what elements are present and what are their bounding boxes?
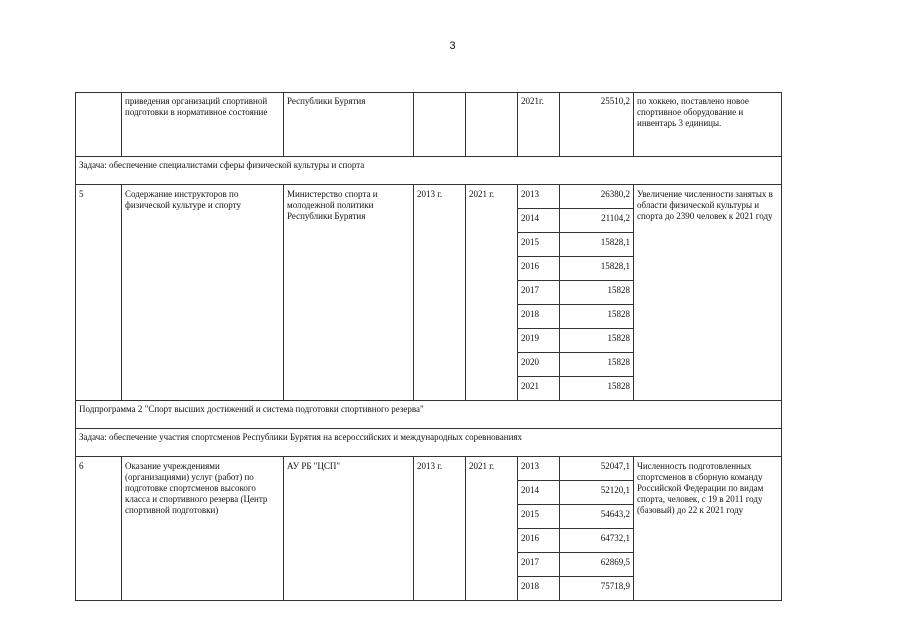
- cell-amount: 26380,2: [560, 185, 634, 209]
- cell-amount: 15828: [560, 329, 634, 353]
- cell-executor: АУ РБ "ЦСП": [284, 457, 414, 601]
- table-row: [76, 457, 782, 481]
- cell-amount: 15828: [560, 281, 634, 305]
- cell-amount: 15828,1: [560, 233, 634, 257]
- task-row: [76, 157, 782, 185]
- cell-end: 2021 г.: [466, 457, 518, 601]
- cell-amount: 15828: [560, 377, 634, 401]
- cell-name: Оказание учреждениями (организациями) услуг (работ) по подготовке спортсменов высокого класса и спортивного резерва (Центр спортивной подготовки): [122, 457, 284, 601]
- cell-amount: 64732,1: [560, 529, 634, 553]
- cell-start: 2013 г.: [414, 457, 466, 601]
- cell-year: 2014: [518, 209, 560, 233]
- cell-executor: Республики Бурятия: [284, 93, 414, 157]
- cell-amount: 52120,1: [560, 481, 634, 505]
- cell-year: 2020: [518, 353, 560, 377]
- cell-year: 2016: [518, 529, 560, 553]
- cell-year: 2015: [518, 233, 560, 257]
- cell-amount: 54643,2: [560, 505, 634, 529]
- cell-amount: 52047,1: [560, 457, 634, 481]
- subprogram-title: Подпрограмма 2 "Спорт высших достижений и система подготовки спортивного резерва": [76, 401, 782, 429]
- cell-year: 2021г.: [518, 93, 560, 157]
- cell-year: 2018: [518, 577, 560, 601]
- cell-amount: 21104,2: [560, 209, 634, 233]
- task-row: [76, 429, 782, 457]
- cell-start: 2013 г.: [414, 185, 466, 401]
- task-title: Задача: обеспечение участия спортсменов Республики Бурятия на всероссийских и международных соревнованиях: [76, 429, 782, 457]
- cell-amount: 15828: [560, 353, 634, 377]
- page-number: 3: [449, 40, 456, 52]
- cell-year: 2018: [518, 305, 560, 329]
- table-row: [76, 185, 782, 209]
- cell-year: 2014: [518, 481, 560, 505]
- cell-amount: 62869,5: [560, 553, 634, 577]
- cell-result: Увеличение численности занятых в области физической культуры и спорта до 2390 человек к 2021 году: [634, 185, 782, 401]
- cell-end: 2021 г.: [466, 185, 518, 401]
- cell-end: [466, 93, 518, 157]
- cell-name: Содержание инструкторов по физической культуре и спорту: [122, 185, 284, 401]
- cell-year: 2016: [518, 257, 560, 281]
- program-table: [75, 92, 782, 601]
- table-row: [76, 93, 782, 157]
- cell-result: Численность подготовленных спортсменов в сборную команду Российской Федерации по видам спорта, человек, с 19 в 2011 году (базовый) до 22 к 2021 году: [634, 457, 782, 601]
- cell-year: 2015: [518, 505, 560, 529]
- cell-year: 2021: [518, 377, 560, 401]
- cell-name: приведения организаций спортивной подготовки в нормативное состояние: [122, 93, 284, 157]
- cell-executor: Министерство спорта и молодежной политики Республики Бурятия: [284, 185, 414, 401]
- cell-year: 2013: [518, 185, 560, 209]
- cell-result: по хоккею, поставлено новое спортивное оборудование и инвентарь 3 единицы.: [634, 93, 782, 157]
- cell-amount: 75718,9: [560, 577, 634, 601]
- cell-year: 2017: [518, 281, 560, 305]
- cell-year: 2019: [518, 329, 560, 353]
- task-title: Задача: обеспечение специалистами сферы физической культуры и спорта: [76, 157, 782, 185]
- subprogram-row: [76, 401, 782, 429]
- cell-year: 2017: [518, 553, 560, 577]
- cell-num: [76, 93, 122, 157]
- cell-amount: 15828,1: [560, 257, 634, 281]
- cell-start: [414, 93, 466, 157]
- cell-num: 5: [76, 185, 122, 401]
- cell-num: 6: [76, 457, 122, 601]
- cell-year: 2013: [518, 457, 560, 481]
- cell-amount: 15828: [560, 305, 634, 329]
- cell-amount: 25510,2: [560, 93, 634, 157]
